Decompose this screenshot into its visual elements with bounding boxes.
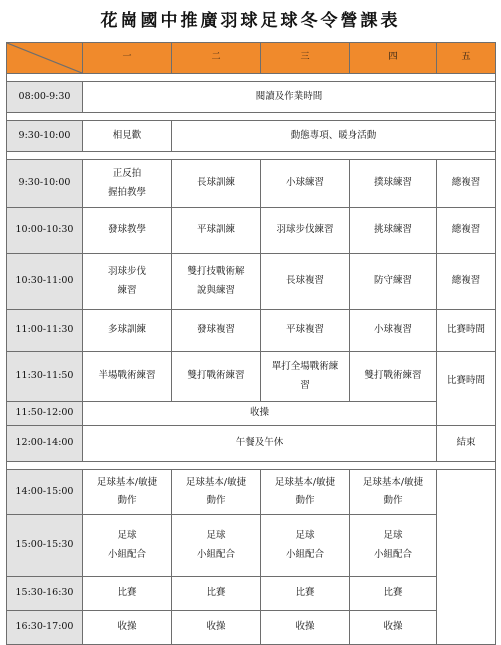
cell-line: 單打全場戰術練: [271, 361, 339, 373]
cell-thu: 收操: [350, 611, 437, 645]
cell-thu: 比賽: [350, 577, 437, 611]
cell-tue: [172, 254, 261, 310]
cell-line: 足球基本/敏捷: [96, 476, 158, 488]
cell-thu: 雙打戰術練習: [350, 352, 437, 402]
table-row: [7, 254, 496, 310]
cell-line: 小組配合: [196, 548, 235, 560]
table-row: [7, 470, 496, 515]
table-row: [7, 577, 496, 611]
day-header-wed: 三: [261, 43, 350, 74]
time-cell: 15:30-16:30: [7, 577, 83, 611]
cell-mon: 多球訓練: [83, 310, 172, 352]
cell-line: 習: [300, 379, 310, 391]
time-cell: 08:00-9:30: [7, 82, 83, 113]
cell-fri: 總複習: [437, 254, 496, 310]
section-gap: [7, 462, 496, 470]
cell-mon: [83, 515, 172, 577]
cell-tue: 雙打戰術練習: [172, 352, 261, 402]
table-row: [7, 402, 496, 426]
cell-line: 練習: [117, 284, 137, 296]
section-gap: [7, 113, 496, 121]
cell-line: 足球: [383, 530, 403, 542]
cell-line: 動作: [117, 495, 137, 506]
schedule-title: 花崗國中推廣羽球足球冬令營課表: [100, 11, 401, 31]
day-header-thu: 四: [350, 43, 437, 74]
corner-cell: [7, 43, 83, 74]
cell-fri: 總複習: [437, 208, 496, 254]
cell-fri: 總複習: [437, 160, 496, 208]
time-cell: 9:30-10:00: [7, 121, 83, 152]
time-cell: 11:50-12:00: [7, 402, 83, 426]
time-cell: 9:30-10:00: [7, 160, 83, 208]
day-header-fri: 五: [437, 43, 496, 74]
section-gap: [7, 74, 496, 82]
cell-mon: [83, 254, 172, 310]
cell-line: 足球基本/敏捷: [362, 476, 424, 488]
time-cell: 10:30-11:00: [7, 254, 83, 310]
cell-mon: 收操: [83, 611, 172, 645]
table-row: [7, 310, 496, 352]
cell-tue: 平球訓練: [172, 208, 261, 254]
span-cell: 動態專項、暖身活動: [172, 121, 496, 152]
time-cell: 14:00-15:00: [7, 470, 83, 515]
cell-line: 握拍教學: [107, 186, 146, 198]
header-row: [7, 43, 496, 74]
cell-thu: [350, 515, 437, 577]
cell-tue: 比賽: [172, 577, 261, 611]
cell-line: 動作: [383, 495, 403, 506]
cell-line: 足球基本/敏捷: [185, 476, 247, 488]
cell-wed: 小球練習: [261, 160, 350, 208]
time-cell: 12:00-14:00: [7, 426, 83, 462]
cell-fri-empty: [437, 470, 496, 645]
cell-fri: 比賽時間: [437, 352, 496, 426]
day-header-tue: 二: [172, 43, 261, 74]
day-header-mon: 一: [83, 43, 172, 74]
cell-fri: 結束: [437, 426, 496, 462]
cell-thu: 挑球練習: [350, 208, 437, 254]
cell-mon: 比賽: [83, 577, 172, 611]
cell-tue: 收操: [172, 611, 261, 645]
cell-line: 說與練習: [196, 284, 235, 296]
cell-tue: [172, 515, 261, 577]
cell-line: 足球: [295, 530, 315, 542]
table-row: [7, 515, 496, 577]
time-cell: 15:00-15:30: [7, 515, 83, 577]
cell-thu: 小球複習: [350, 310, 437, 352]
cell-line: 小組配合: [373, 548, 412, 560]
cell-mon: 半場戰術練習: [83, 352, 172, 402]
cell-line: 動作: [206, 495, 226, 506]
cell-mon: 相見歡: [83, 121, 172, 152]
cell-tue: [172, 470, 261, 515]
cell-fri: 比賽時間: [437, 310, 496, 352]
table-row: [7, 208, 496, 254]
cell-line: 雙打技戰術解: [187, 266, 245, 278]
cell-wed: [261, 470, 350, 515]
cell-wed: [261, 352, 350, 402]
cell-wed: 羽球步伐練習: [261, 208, 350, 254]
span-cell: 午餐及午休: [83, 426, 437, 462]
cell-line: 足球基本/敏捷: [274, 476, 336, 488]
cell-line: 小組配合: [285, 548, 324, 560]
cell-mon: [83, 470, 172, 515]
cell-wed: 比賽: [261, 577, 350, 611]
cell-wed: 平球複習: [261, 310, 350, 352]
cell-wed: [261, 515, 350, 577]
cell-mon: [83, 160, 172, 208]
time-cell: 16:30-17:00: [7, 611, 83, 645]
cell-tue: 發球複習: [172, 310, 261, 352]
diagonal-line: [7, 43, 82, 73]
cell-line: 足球: [117, 530, 137, 542]
cell-thu: [350, 470, 437, 515]
cell-line: 足球: [206, 530, 226, 542]
schedule-table: [6, 42, 496, 645]
cell-line: 正反拍: [112, 168, 142, 180]
table-row: [7, 426, 496, 462]
cell-thu: 撲球練習: [350, 160, 437, 208]
table-row: [7, 611, 496, 645]
cell-line: 羽球步伐: [107, 266, 146, 278]
table-row: [7, 160, 496, 208]
span-cell: 收操: [83, 402, 437, 426]
time-cell: 10:00-10:30: [7, 208, 83, 254]
cell-line: 小組配合: [107, 548, 146, 560]
table-row: [7, 121, 496, 152]
table-row: [7, 352, 496, 402]
cell-thu: 防守練習: [350, 254, 437, 310]
table-row: [7, 82, 496, 113]
time-cell: 11:30-11:50: [7, 352, 83, 402]
cell-mon: 發球教學: [83, 208, 172, 254]
cell-line: 動作: [295, 495, 315, 506]
section-gap: [7, 152, 496, 160]
span-cell: 閱讀及作業時間: [83, 82, 496, 113]
cell-wed: 長球複習: [261, 254, 350, 310]
cell-tue: 長球訓練: [172, 160, 261, 208]
time-cell: 11:00-11:30: [7, 310, 83, 352]
cell-wed: 收操: [261, 611, 350, 645]
